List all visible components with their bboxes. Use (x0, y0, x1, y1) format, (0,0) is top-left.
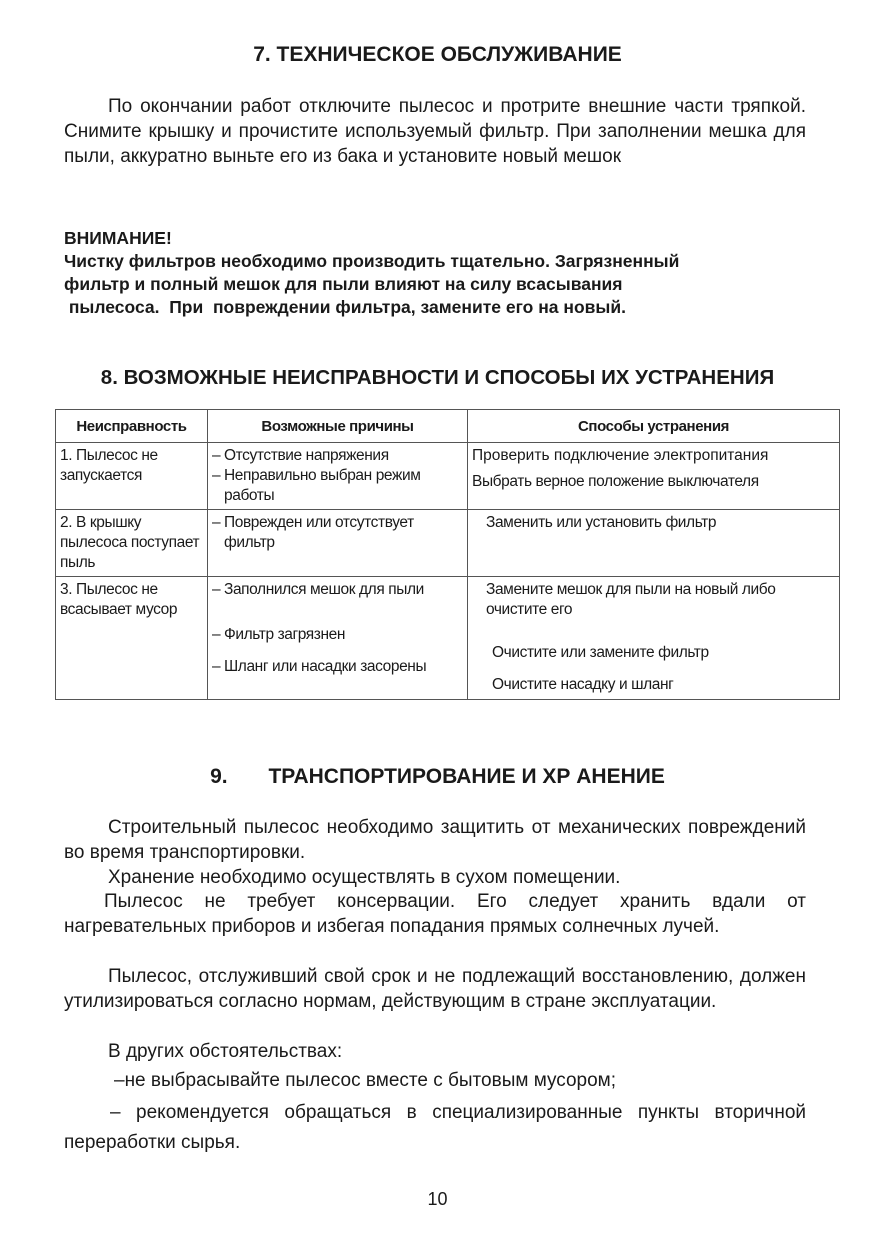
remedy-item: Выбрать верное положение выключателя (472, 473, 759, 490)
cause-item: – Заполнился мешок для пыли (212, 580, 463, 600)
section-9-heading: 9. ТРАНСПОРТИРОВАНИЕ И ХР АНЕНИЕ (210, 765, 665, 788)
remedy-item: Очистите насадку и шланг (492, 676, 674, 693)
faults-table (55, 409, 840, 700)
table-row (56, 443, 840, 510)
cause-item: – Фильтр загрязнен (212, 625, 463, 645)
warning-line-2: фильтр и полный мешок для пыли влияют на силу всасывания (64, 274, 623, 294)
causes-cell (208, 510, 468, 577)
page-number: 10 (427, 1189, 448, 1209)
warning-line-1: Чистку фильтров необходимо производить тщательно. Загрязненный (64, 251, 680, 271)
warning-line-3: пылесоса. При повреждении фильтра, замените его на новый. (64, 297, 626, 317)
cause-item: – Отсутствие напряжения (212, 446, 463, 466)
remedies-cell (468, 577, 840, 700)
remedies-cell (468, 510, 840, 577)
header-causes: Возможные причины (208, 410, 468, 443)
section-8-heading: 8. ВОЗМОЖНЫЕ НЕИСПРАВНОСТИ И СПОСОБЫ ИХ УСТРАНЕНИЯ (100, 366, 775, 389)
remedy-item: Очистите или замените фильтр (492, 644, 709, 661)
section-7-paragraph: По окончании работ отключите пылесос и протрите внешние части тряпкой. Снимите крышку и прочистите используемый фильтр. При заполнении мешка для пыли, аккуратно выньте его из бака и установите новый мешок (64, 96, 806, 167)
cause-item: – Неправильно выбран режим работы (212, 466, 463, 506)
causes-cell (208, 443, 468, 510)
remedy-item: Замените мешок для пыли на новый либо очистите его (486, 581, 776, 618)
section-9-paragraph-1: Строительный пылесос необходимо защитить от механических повреждений во время транспортировки. (64, 817, 806, 863)
section-9-paragraph-4: Пылесос, отслуживший свой срок и не подлежащий восстановлению, должен утилизироваться согласно нормам, действующим в стране эксплуатации. (64, 966, 806, 1012)
remedy-item: Заменить или установить фильтр (486, 514, 717, 531)
causes-cell (208, 577, 468, 700)
cause-item: – Шланг или насадки засорены (212, 657, 463, 677)
warning-block (64, 227, 824, 319)
table-row (56, 577, 840, 700)
fault-cell: 3. Пылесос не всасывает мусор (56, 577, 208, 700)
header-remedies: Способы устранения (468, 410, 840, 443)
remedy-item: Проверить подключение электропитания (472, 447, 769, 464)
fault-cell: 2. В крышку пылесоса поступает пыль (56, 510, 208, 577)
cause-item: – Поврежден или отсутствует фильтр (212, 513, 463, 553)
remedies-cell (468, 443, 840, 510)
section-9-paragraph-2: Хранение необходимо осуществлять в сухом помещении. (108, 867, 621, 888)
section-9-bullet-1: –не выбрасывайте пылесос вместе с бытовым мусором; (114, 1070, 617, 1091)
section-9-bullet-2: – рекомендуется обращаться в специализированные пункты вторичной переработки сырья. (64, 1102, 806, 1153)
table-row (56, 510, 840, 577)
section-9-paragraph-5: В других обстоятельствах: (108, 1041, 343, 1062)
warning-title: ВНИМАНИЕ! (64, 228, 172, 248)
fault-cell: 1. Пылесос не запускается (56, 443, 208, 510)
header-fault: Неисправность (56, 410, 208, 443)
section-7-heading: 7. ТЕХНИЧЕСКОЕ ОБСЛУЖИВАНИЕ (253, 43, 622, 66)
table-header-row (56, 410, 840, 443)
section-9-paragraph-3: Пылесос не требует консервации. Его следует хранить вдали от нагревательных приборов и избегая попадания прямых солнечных лучей. (64, 891, 806, 937)
